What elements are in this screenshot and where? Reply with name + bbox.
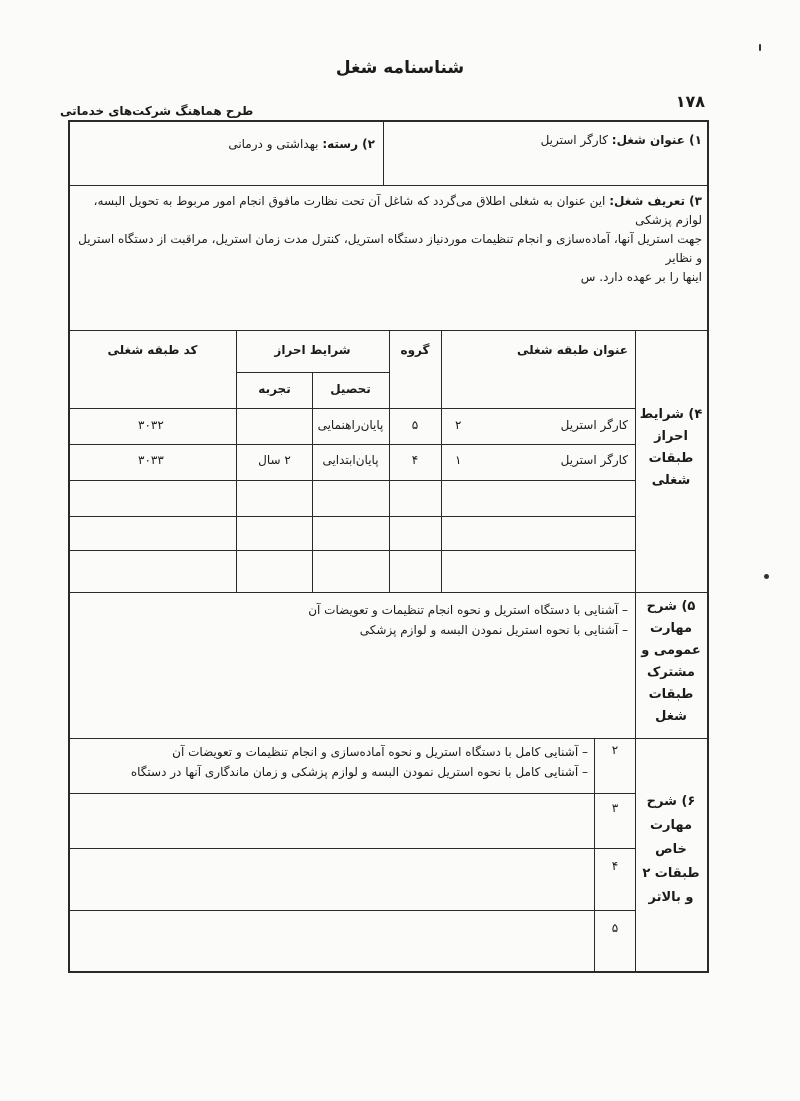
row-1-code: ۳۰۳۲ [138, 418, 164, 432]
header-experience: تجربه [258, 382, 291, 396]
row-2-code: ۳۰۳۳ [138, 453, 164, 467]
category-cell [120, 136, 375, 152]
page-number: ۱۷۸ [675, 92, 705, 111]
category-label: ۲) رسته: [322, 137, 375, 151]
definition-label: ۳) تعریف شغل: [609, 194, 702, 208]
specific-skills-level-2-list [120, 742, 588, 782]
scan-mark [759, 44, 761, 51]
specific-level-2: ۲ [611, 743, 619, 757]
job-definition [74, 192, 702, 287]
specific-level-4: ۴ [611, 859, 619, 873]
row-1-group: ۵ [411, 418, 419, 432]
row-2-experience: ۲ سال [258, 453, 291, 467]
general-skills-list [200, 600, 628, 640]
header-requirements: شرایط احراز [274, 343, 351, 357]
row-2-title: کارگر استریل [560, 453, 628, 467]
qualifications-section-label: ۴) شرایط احراز طبقات شغلی [639, 407, 703, 488]
job-title-label: ۱) عنوان شغل: [611, 133, 702, 147]
row-1-education: پایان‌راهنمایی [317, 418, 384, 432]
specific-skill-item: – آشنایی کامل با دستگاه استریل و نحوه آماده‌سازی و انجام تنظیمات و تعویضات آن [172, 745, 588, 759]
job-title-value: کارگر استریل [540, 133, 608, 147]
job-title-cell [390, 132, 702, 148]
page-title: شناسنامه شغل [335, 58, 465, 78]
scan-speck [764, 574, 769, 579]
specific-skills-section-label: ۶) شرح مهارت خاص طبقات ۲ و بالاتر [642, 794, 700, 905]
specific-skill-item: – آشنایی کامل با نحوه استریل نمودن البسه و لوازم پزشکی و زمان ماندگاری آنها در دستگاه [130, 765, 588, 779]
header-code: کد طبقه شغلی [107, 343, 198, 357]
general-skill-item: – آشنایی با دستگاه استریل و نحوه انجام تنظیمات و تعویضات آن [308, 603, 628, 617]
row-2-education: پایان‌ابتدایی [322, 453, 379, 467]
specific-level-3: ۳ [611, 801, 619, 815]
header-group: گروه [400, 343, 430, 357]
general-skill-item: – آشنایی با نحوه استریل نمودن البسه و لوازم پزشکی [359, 623, 628, 637]
plan-name: طرح هماهنگ شرکت‌های خدماتی [60, 104, 254, 118]
specific-level-5: ۵ [611, 921, 619, 935]
definition-line-1: این عنوان به شغلی اطلاق می‌گردد که شاغل آن تحت نظارت مافوق انجام امور مربوط به تحویل البسه، لوازم پزشکی [93, 194, 702, 227]
header-education: تحصیل [330, 382, 371, 396]
definition-line-3: اینها را بر عهده دارد. س [580, 270, 702, 284]
row-1-title: کارگر استریل [560, 418, 628, 432]
row-2-level: ۱ [455, 453, 462, 467]
definition-line-2: جهت استریل آنها، آماده‌سازی و انجام تنظیمات موردنیاز دستگاه استریل، کنترل مدت زمان استریل، مراقبت از دستگاه استریل و نظایر [78, 232, 702, 265]
general-skills-section-label: ۵) شرح مهارت عمومی و مشترک طبقات شغل [641, 599, 701, 724]
row-1-level: ۲ [455, 418, 462, 432]
row-2-group: ۴ [411, 453, 419, 467]
category-value: بهداشتی و درمانی [228, 137, 319, 151]
header-job-class-title: عنوان طبقه شغلی [516, 343, 628, 357]
